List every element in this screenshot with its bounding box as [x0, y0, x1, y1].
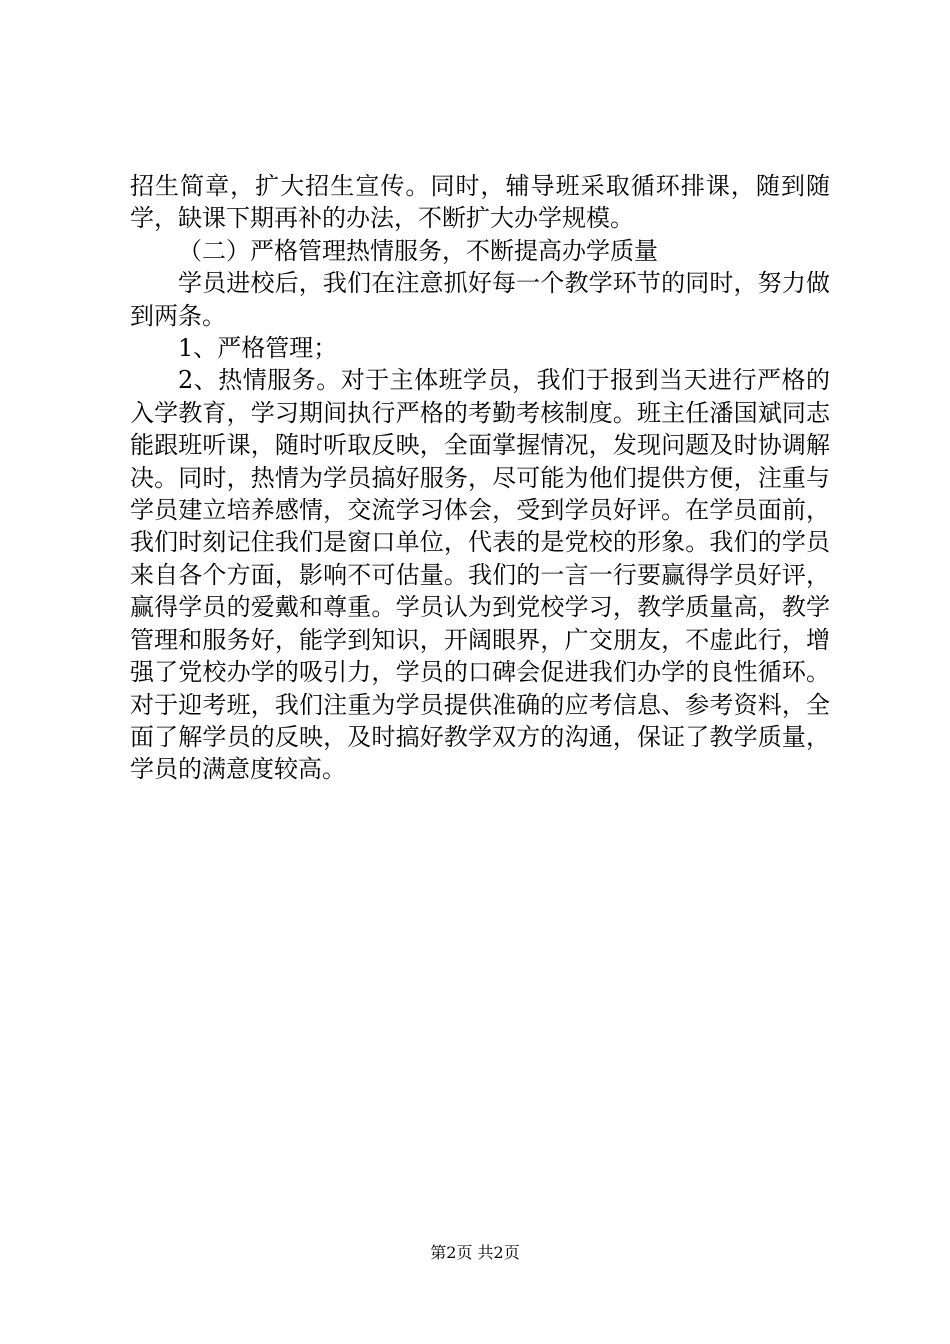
list-item-strict-management: 1、严格管理； [178, 334, 338, 363]
paragraph-intro: 学员进校后，我们在注意抓好每一个教学环节的同时，努力做到两条。 [130, 269, 830, 330]
page-number-footer: 第2页 共2页 [430, 1243, 520, 1262]
list-item-warm-service: 2、热情服务。对于主体班学员，我们于报到当天进行严格的入学教育，学习期间执行严格的考勤考核制度。班主任潘国斌同志能跟班听课，随时听取反映，全面掌握情况，发现问题及时协调解决。同时，热情为学员搞好服务，尽可能为他们提供方便，注重与学员建立培养感情，交流学习体会，受到学员好评。在学员面前，我们时刻记住我们是窗口单位，代表的是党校的形象。我们的学员来自各个方面，影响不可估量。我们的一言一行要赢得学员好评，赢得学员的爱戴和尊重。学员认为到党校学习，教学质量高，教学管理和服务好，能学到知识，开阔眼界，广交朋友，不虚此行，增强了党校办学的吸引力，学员的口碑会促进我们办学的良性循环。对于迎考班，我们注重为学员提供准确的应考信息、参考资料，全面了解学员的反映，及时搞好教学双方的沟通，保证了教学质量，学员的满意度较高。 [130, 366, 830, 784]
section-heading: （二）严格管理热情服务，不断提高办学质量 [178, 236, 658, 265]
document-body [130, 170, 830, 786]
paragraph-continuation: 招生简章，扩大招生宣传。同时，辅导班采取循环排课，随到随学，缺课下期再补的办法，不断扩大办学规模。 [130, 172, 830, 233]
